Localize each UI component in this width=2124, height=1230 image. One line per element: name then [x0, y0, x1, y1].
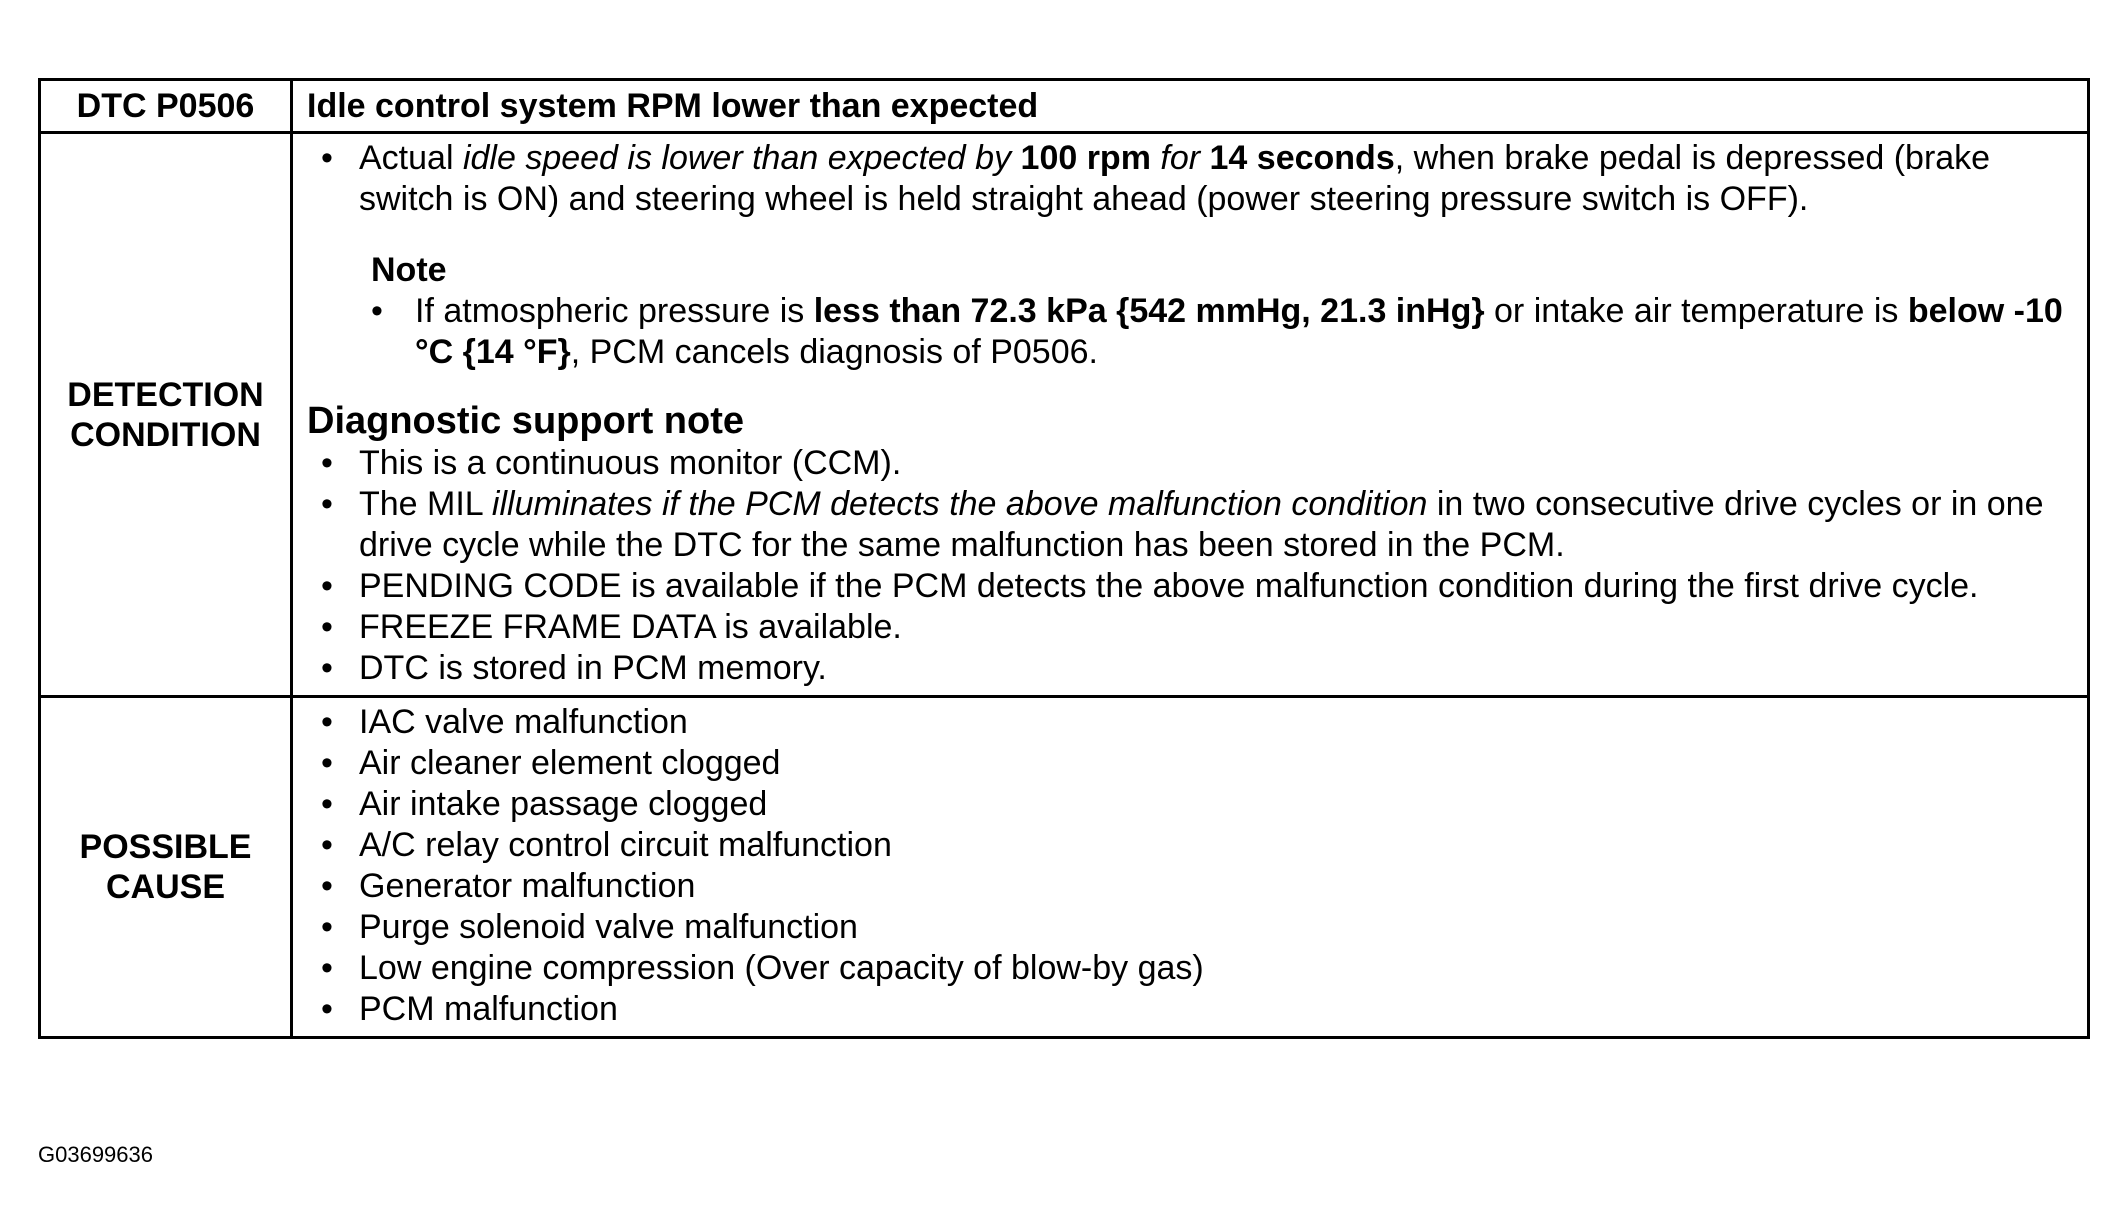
header-row: [40, 80, 2089, 133]
diagnostic-support-title: Diagnostic support note: [307, 400, 744, 442]
list-item: • IAC valve malfunction: [307, 702, 2067, 743]
note-bullet: • If atmospheric pressure is less than 72.3 kPa {542 mmHg, 21.3 inHg} or intake air temperature is below -10 °C {14 °F}, PCM cancels diagnosis of P0506.: [371, 291, 2067, 373]
list-item: • This is a continuous monitor (CCM).: [307, 443, 2067, 484]
dtc-title: Idle control system RPM lower than expected: [292, 80, 2089, 133]
list-item: • A/C relay control circuit malfunction: [307, 825, 2067, 866]
list-item: • Generator malfunction: [307, 866, 2067, 907]
possible-cause-label: POSSIBLE CAUSE: [40, 697, 292, 1038]
diagnostic-support-list: [307, 443, 2067, 689]
detection-condition-label: DETECTION CONDITION: [40, 133, 292, 697]
list-item: • DTC is stored in PCM memory.: [307, 648, 2067, 689]
list-item: • Air cleaner element clogged: [307, 743, 2067, 784]
possible-cause-row: [40, 697, 2089, 1038]
list-item: • The MIL illuminates if the PCM detects the above malfunction condition in two consecutive drive cycles or in one drive cycle while the DTC for the same malfunction has been stored in the PCM.: [307, 484, 2067, 566]
detection-row: [40, 133, 2089, 697]
note-block: [307, 250, 2067, 373]
list-item: • FREEZE FRAME DATA is available.: [307, 607, 2067, 648]
list-item: • Air intake passage clogged: [307, 784, 2067, 825]
detection-content: [292, 133, 2089, 697]
detection-main-bullet: • Actual idle speed is lower than expected by 100 rpm for 14 seconds, when brake pedal is depressed (brake switch is ON) and steering wheel is held straight ahead (power steering pressure switch is OFF).: [307, 138, 2067, 220]
list-item: • Low engine compression (Over capacity of blow-by gas): [307, 948, 2067, 989]
note-list: [371, 291, 2067, 373]
possible-cause-list: [307, 702, 2067, 1030]
list-item: • PCM malfunction: [307, 989, 2067, 1030]
dtc-code: DTC P0506: [40, 80, 292, 133]
detection-main-list: [307, 138, 2067, 220]
possible-cause-content: [292, 697, 2089, 1038]
note-title: Note: [371, 251, 447, 289]
list-item: • Purge solenoid valve malfunction: [307, 907, 2067, 948]
list-item: • PENDING CODE is available if the PCM detects the above malfunction condition during the first drive cycle.: [307, 566, 2067, 607]
figure-code: G03699636: [38, 1142, 153, 1167]
dtc-table: [38, 78, 2090, 1039]
